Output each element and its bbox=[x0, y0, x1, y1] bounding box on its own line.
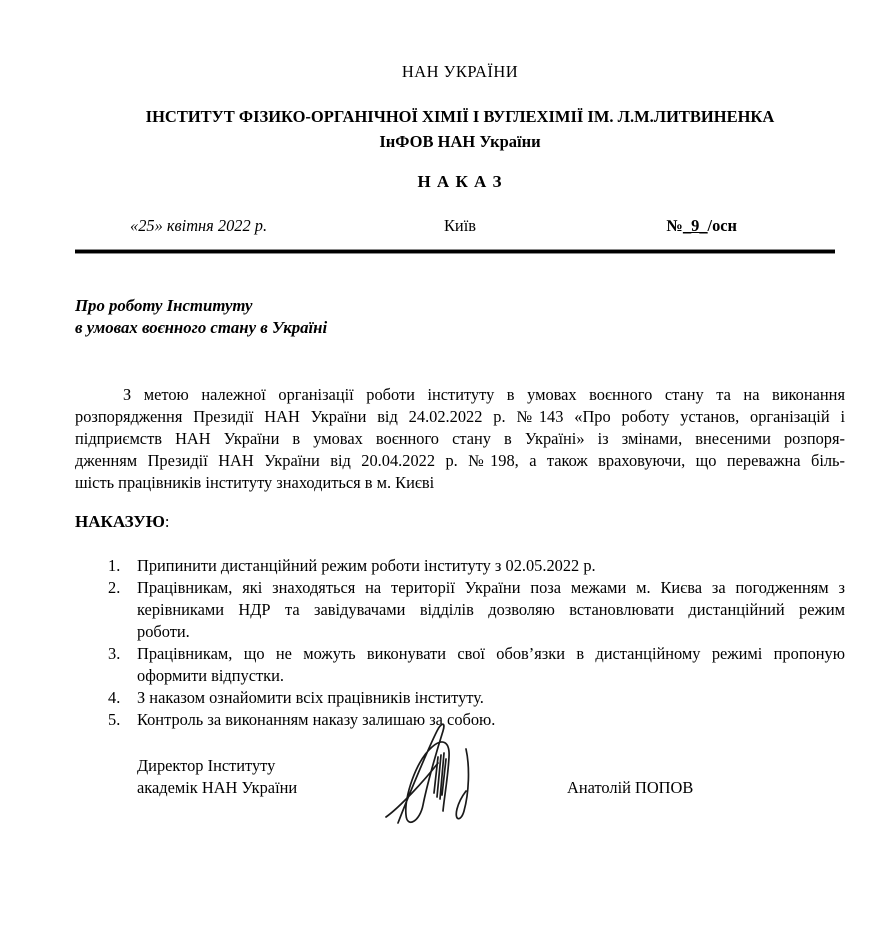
signatory-position-line-1: Директор Інституту bbox=[137, 756, 276, 775]
subject-block bbox=[75, 295, 845, 339]
order-number-type: /осн bbox=[707, 216, 737, 235]
list-item bbox=[75, 555, 845, 577]
order-heading-word: НАКАЗУЮ bbox=[75, 512, 165, 531]
order-number-symbol: № bbox=[666, 216, 683, 235]
list-item bbox=[75, 687, 845, 709]
handwritten-signature bbox=[380, 719, 490, 833]
order-date: «25» квітня 2022 р. bbox=[130, 216, 268, 235]
list-item-number: 3. bbox=[108, 644, 121, 663]
preamble-line: розпорядження Президії НАН України від 24.02.2022 р. №143 «Про роботу установ, організацій і bbox=[75, 407, 845, 426]
preamble-line: З метою належної організації роботи інституту в умовах воєнного стану та на виконання bbox=[123, 385, 845, 404]
list-item-number: 5. bbox=[108, 710, 121, 729]
preamble-paragraph bbox=[75, 384, 845, 494]
meta-row bbox=[75, 216, 845, 236]
list-item bbox=[75, 643, 845, 687]
list-item-line: роботи. bbox=[137, 622, 190, 641]
institute-short-name: ІнФОВ НАН України bbox=[379, 132, 541, 151]
list-item bbox=[75, 577, 845, 643]
list-item-line: Працівникам, що не можуть виконувати свої обов’язки в дистанційному режимі пропоную bbox=[137, 644, 845, 663]
preamble-line: дженням Президії НАН України від 20.04.2022 р. №198, а також враховуючи, що переважна біль- bbox=[75, 451, 845, 470]
list-item-line: З наказом ознайомити всіх працівників інституту. bbox=[137, 688, 484, 707]
subject-line-2: в умовах воєнного стану в Україні bbox=[75, 318, 328, 337]
list-item-line: керівниками НДР та завідувачами відділів дозволяю встановлювати дистанційний режим bbox=[137, 600, 845, 619]
header-divider-rule bbox=[75, 249, 835, 254]
preamble-line: шість працівників інституту знаходиться в м. Києві bbox=[75, 473, 435, 492]
order-items-list bbox=[75, 555, 845, 731]
order-number-value: _9_ bbox=[682, 216, 708, 235]
signature-block bbox=[75, 755, 845, 865]
institute-name: ІНСТИТУТ ФІЗИКО-ОРГАНІЧНОЇ ХІМІЇ І ВУГЛЕХІМІЇ ІМ. Л.М.ЛИТВИНЕНКА bbox=[145, 107, 775, 126]
list-item-line: Контроль за виконанням наказу залишаю за собою. bbox=[137, 710, 496, 729]
list-item-number: 2. bbox=[108, 578, 121, 597]
order-heading bbox=[75, 511, 845, 533]
list-item-line: Припинити дистанційний режим роботи інституту з 02.05.2022 р. bbox=[137, 556, 596, 575]
signatory-name: Анатолій ПОПОВ bbox=[567, 778, 694, 797]
order-number bbox=[666, 216, 737, 236]
subject-line-1: Про роботу Інституту bbox=[75, 296, 253, 315]
signatory-position-line-2: академік НАН України bbox=[137, 778, 298, 797]
list-item-line: Працівникам, які знаходяться на території України поза межами м. Києва за погодженням з bbox=[137, 578, 845, 597]
organization-name: НАН УКРАЇНИ bbox=[401, 62, 519, 81]
document-type-title: Н А К А З bbox=[417, 172, 503, 191]
order-city: Київ bbox=[444, 216, 476, 235]
preamble-line: підприємств НАН України в умовах воєнного стану в Україні» із змінами, внесеними розпоря- bbox=[75, 429, 845, 448]
list-item-number: 1. bbox=[108, 556, 121, 575]
order-heading-colon: : bbox=[164, 512, 170, 531]
list-item-number: 4. bbox=[108, 688, 121, 707]
signatory-position bbox=[137, 755, 845, 799]
list-item-line: оформити відпустки. bbox=[137, 666, 285, 685]
